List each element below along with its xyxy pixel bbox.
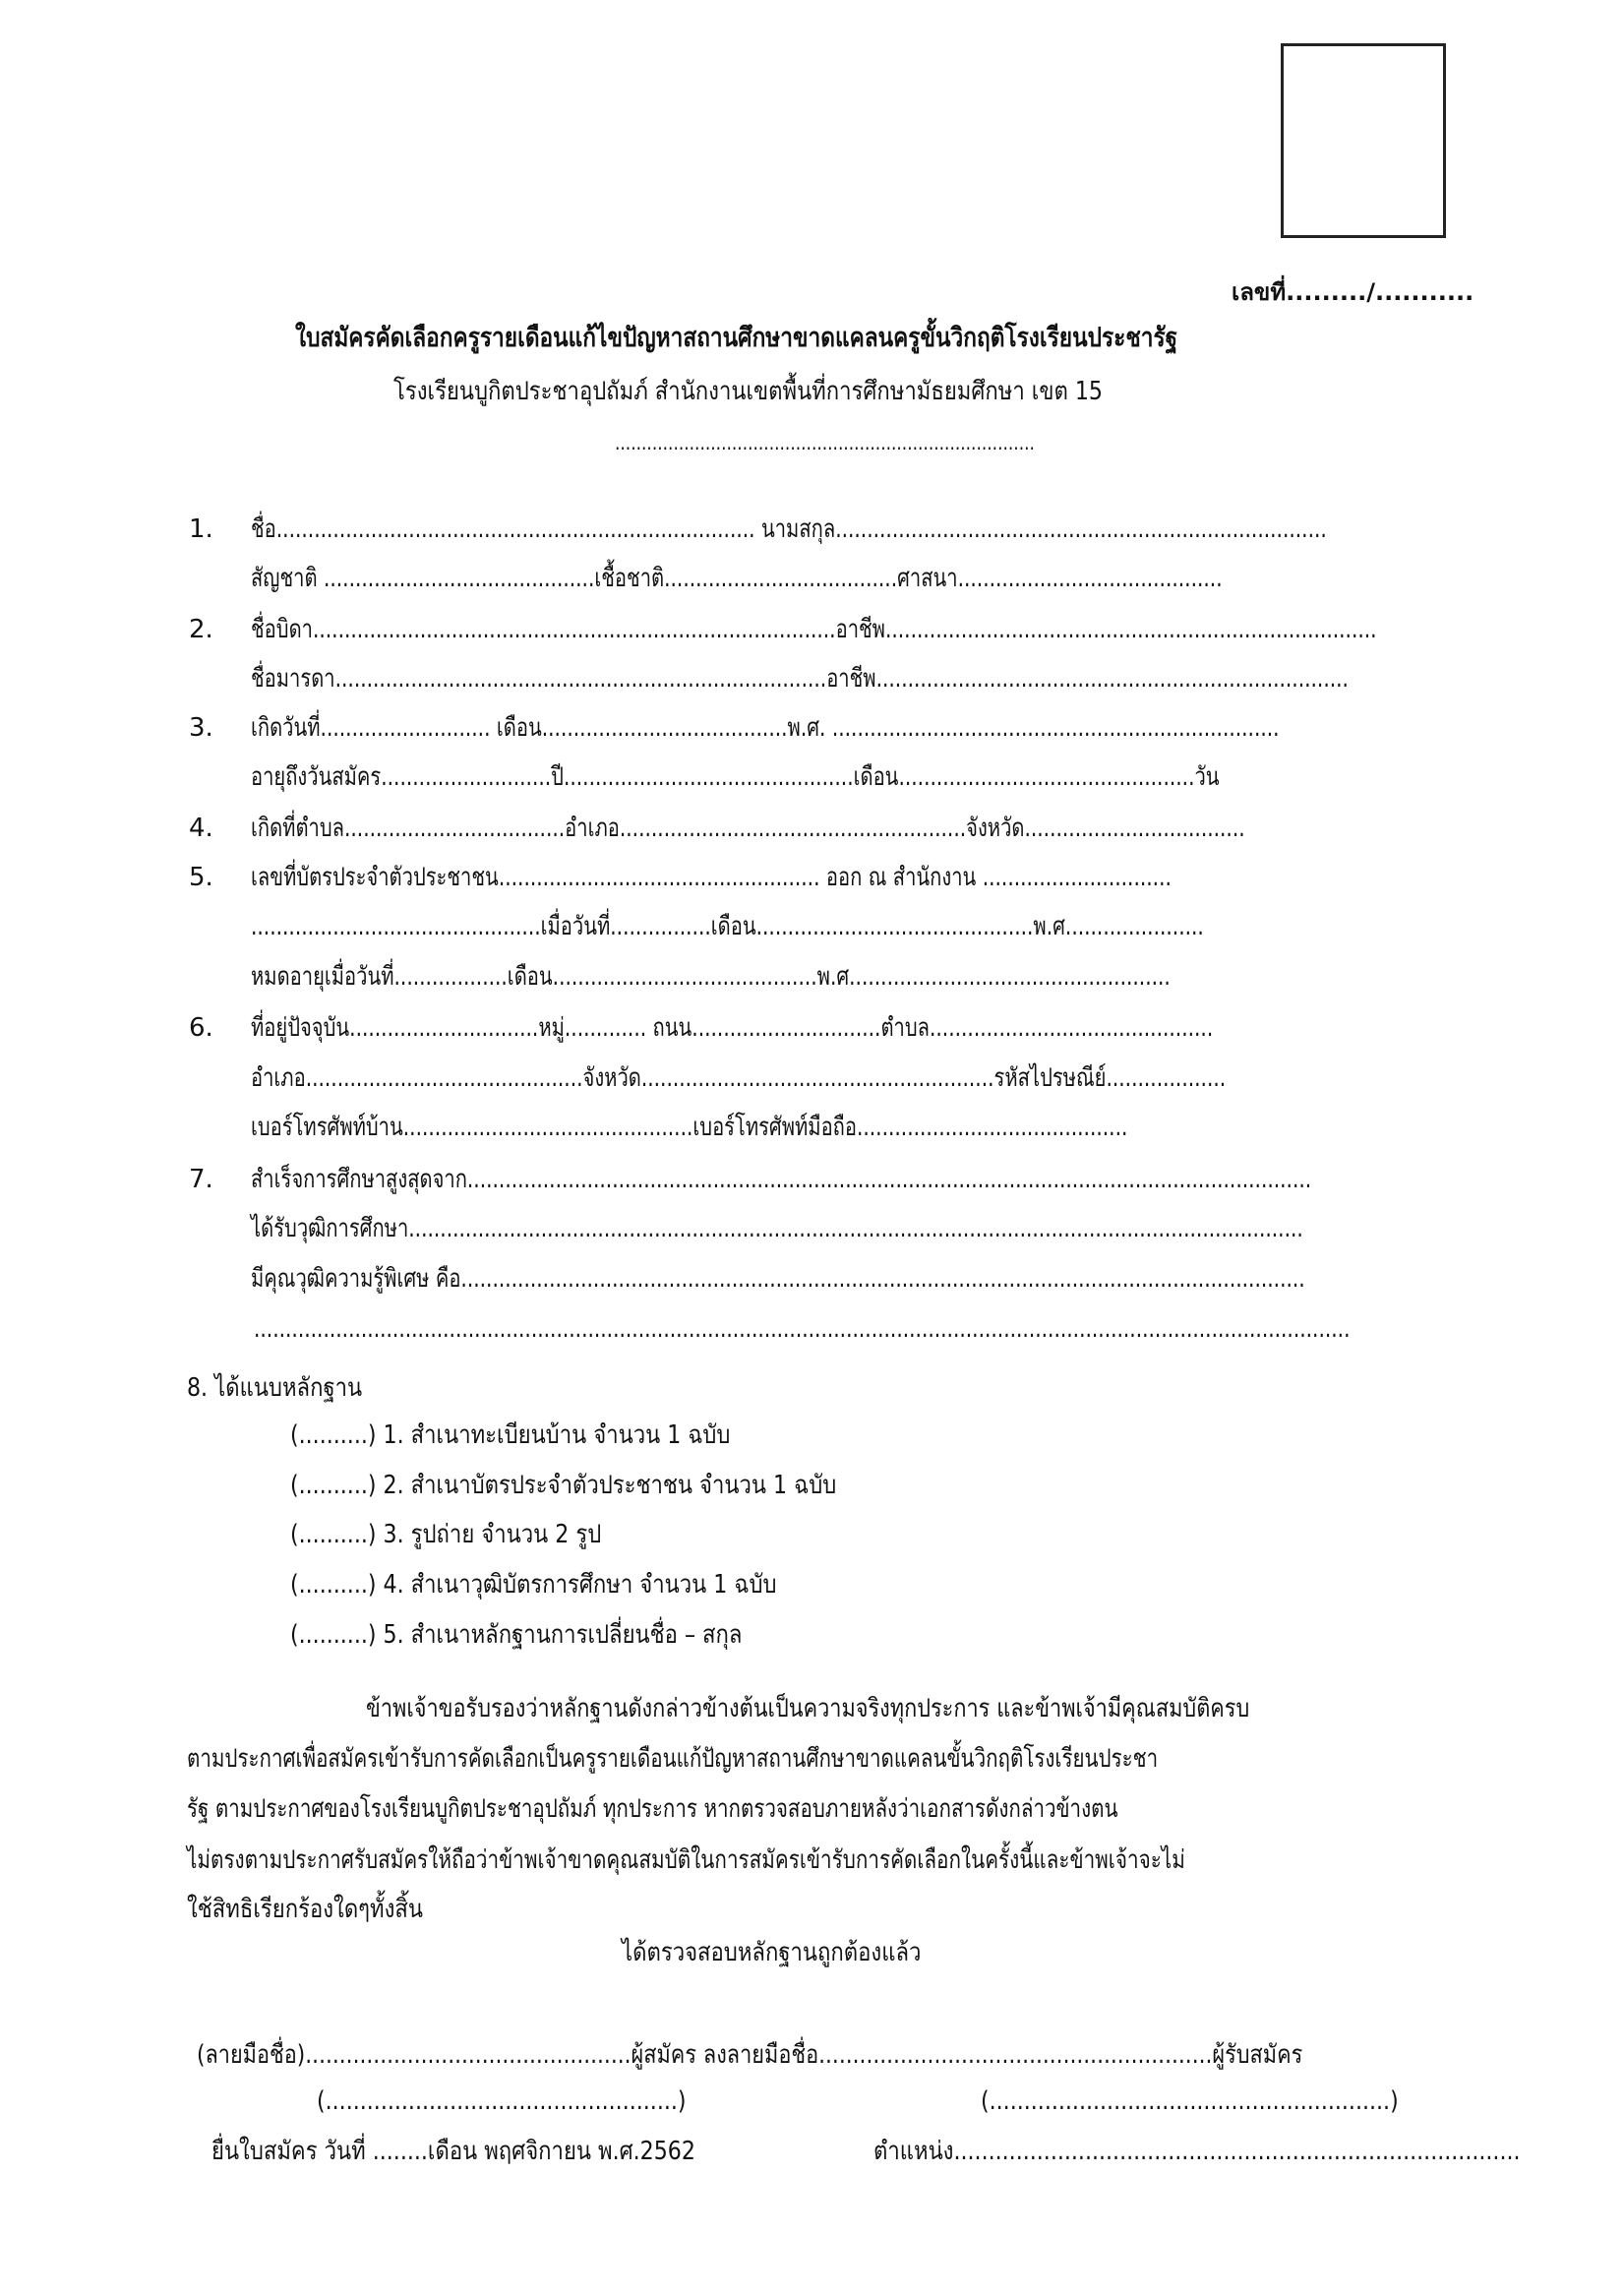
field-row[interactable]: ได้รับวุฒิการศึกษา.............................................................................................................................................. [251,1214,1303,1243]
field-row[interactable]: ชื่อ............................................................................ นามสกุล.............................................................................. [251,514,1327,544]
declaration-line: ตามประกาศเพื่อสมัครเข้ารับการคัดเลือกเป็นครูรายเดือนแก้ปัญหาสถานศึกษาขาดแคลนขั้นวิกฤติโรงเรียนประชา [187,1744,1159,1774]
attachment-item[interactable]: (..........) 3. รูปถ่าย จำนวน 2 รูป [290,1520,602,1549]
field-number: 2. [189,615,213,644]
field-row[interactable]: เบอร์โทรศัพท์บ้าน..............................................เบอร์โทรศัพท์มือถือ........................................... [251,1113,1128,1142]
document-number: เลขที่........./........... [1232,278,1474,306]
field-row[interactable]: เกิดที่ตำบล...................................อำเภอ.......................................................จังหวัด................................... [251,814,1245,843]
declaration-line: ใช้สิทธิเรียกร้องใดๆทั้งสิ้น [187,1895,423,1924]
attachment-item[interactable]: (..........) 1. สำเนาทะเบียนบ้าน จำนวน 1 ฉบับ [290,1420,731,1450]
field-row[interactable]: อายุถึงวันสมัคร...........................ปี..............................................เดือน...............................................วัน [251,762,1220,792]
subtitle-dotted-line: ............................................................................... [615,431,1035,454]
field-number: 6. [189,1013,213,1043]
field-row[interactable]: เกิดวันที่........................... เดือน.......................................พ.ศ. ....................................................................... [251,713,1280,743]
receiver-position: ตำแหน่ง.................................................................................. [873,2137,1521,2166]
field-number: 5. [189,863,213,892]
field-row[interactable]: ..............................................เมื่อวันที่................เดือน............................................พ.ศ...................... [251,912,1204,941]
declaration-line: รัฐ ตามประกาศของโรงเรียนบูกิตประชาอุปถัมภ์ ทุกประการ หากตรวจสอบภายหลังว่าเอกสารดังกล่าวข้างตน [187,1794,1118,1824]
attachment-item[interactable]: (..........) 5. สำเนาหลักฐานการเปลี่ยนชื่อ – สกุล [290,1620,743,1650]
declaration-line: ข้าพเจ้าขอรับรองว่าหลักฐานดังกล่าวข้างต้นเป็นความจริงทุกประการ และข้าพเจ้ามีคุณสมบัติครบ [366,1694,1250,1723]
field-row[interactable]: สัญชาติ ...........................................เชื้อชาติ.....................................ศาสนา.......................................... [251,564,1223,593]
attachments-header: 8. ได้แนบหลักฐาน [187,1373,363,1403]
form-title: ใบสมัครคัดเลือกครูรายเดือนแก้ไขปัญหาสถานศึกษาขาดแคลนครูขั้นวิกฤติโรงเรียนประชารัฐ [295,323,1178,353]
field-row[interactable]: .............................................................................................................................................................................. [254,1314,1351,1344]
field-number: 4. [189,814,213,843]
form-subtitle: โรงเรียนบูกิตประชาอุปถัมภ์ สำนักงานเขตพื้นที่การศึกษามัธยมศึกษา เขต 15 [393,377,1103,406]
submit-date: ยื่นใบสมัคร วันที่ ........เดือน พฤศจิกายน พ.ศ.2562 [211,2137,695,2166]
signature-line: (ลายมือชื่อ)................................................ผู้สมัคร ลงลายมือชื่อ..........................................................ผู้รับสมัคร [197,2040,1303,2070]
attachment-item[interactable]: (..........) 2. สำเนาบัตรประจำตัวประชาชน จำนวน 1 ฉบับ [290,1471,837,1500]
field-row[interactable]: สำเร็จการศึกษาสูงสุดจาก...................................................................................................................................... [251,1165,1312,1194]
attachment-item[interactable]: (..........) 4. สำเนาวุฒิบัตรการศึกษา จำนวน 1 ฉบับ [290,1570,777,1600]
applicant-name-line: (...................................................) [317,2086,687,2116]
field-row[interactable]: หมดอายุเมื่อวันที่..................เดือน..........................................พ.ศ................................................... [251,962,1171,992]
field-row[interactable]: ชื่อมารดา..............................................................................อาชีพ........................................................................... [251,664,1349,694]
field-number: 3. [189,713,213,743]
field-row[interactable]: มีคุณวุฒิความรู้พิเศษ คือ...................................................................................................................................... [251,1264,1305,1294]
verified-statement: ได้ตรวจสอบหลักฐานถูกต้องแล้ว [622,1938,922,1967]
receiver-name-line: (..........................................................) [981,2086,1399,2116]
declaration-line: ไม่ตรงตามประกาศรับสมัครให้ถือว่าข้าพเจ้าขาดคุณสมบัติในการสมัครเข้ารับการคัดเลือกในครั้งนี้และข้าพเจ้าจะไม่ [187,1845,1185,1875]
field-number: 1. [189,514,213,544]
field-row[interactable]: ชื่อบิดา...................................................................................อาชีพ.............................................................................. [251,615,1377,644]
photo-box [1281,43,1446,238]
field-row[interactable]: เลขที่บัตรประจำตัวประชาชน................................................... ออก ณ สำนักงาน .............................. [251,863,1172,892]
field-row[interactable]: อำเภอ............................................จังหวัด........................................................รหัสไปรษณีย์................... [251,1063,1227,1093]
field-row[interactable]: ที่อยู่ปัจจุบัน..............................หมู่............. ถนน..............................ตำบล............................................. [251,1013,1214,1043]
field-number: 7. [189,1165,213,1194]
